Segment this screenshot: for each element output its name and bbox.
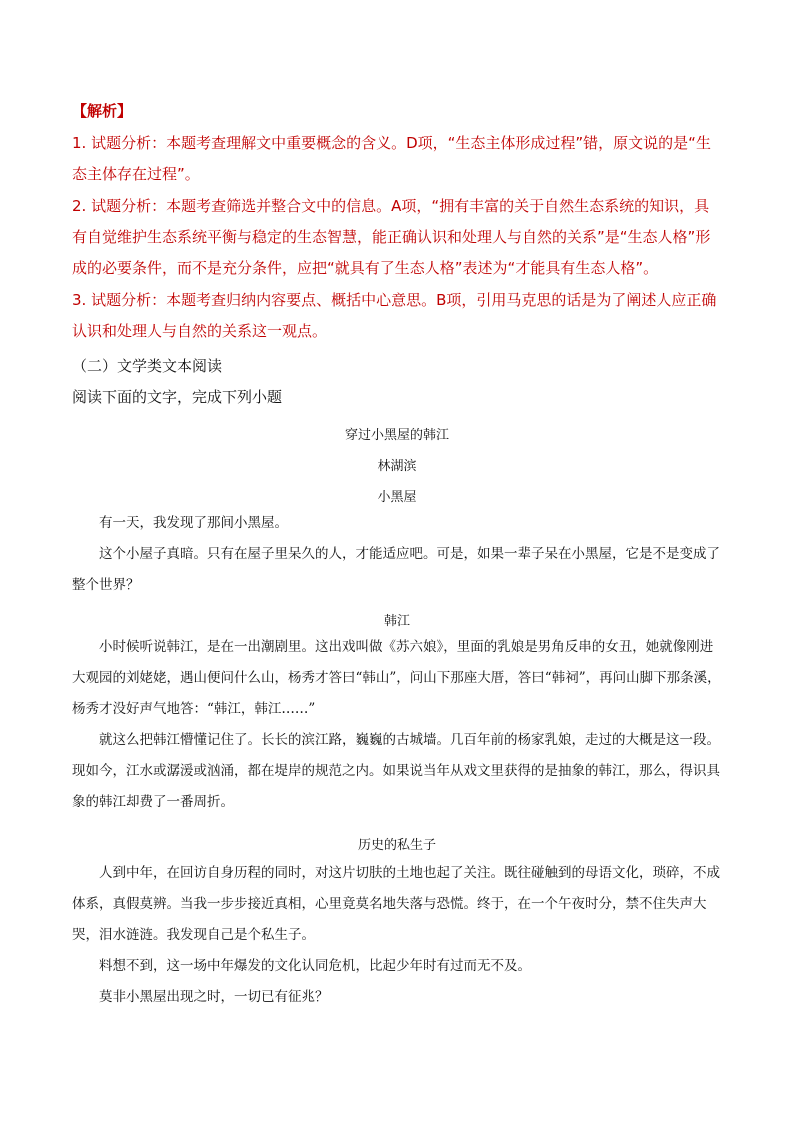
paragraph: 有一天，我发现了那间小黑屋。 bbox=[99, 515, 288, 531]
section-title: （二）文学类文本阅读 bbox=[72, 357, 223, 375]
analysis-item-text: 2. 试题分析：本题考查筛选并整合文中的信息。A项，“拥有丰富的关于自然生态系统的知识，具有自觉维护生态系统平衡与稳定的生态智慧，能正确认识和处理人与自然的关系”是“生态人格”形成的必要条件，而不是充分条件，应把“就具有了生态人格”表述为“才能具有生态人格”。 bbox=[72, 197, 711, 277]
paragraph: 这个小屋子真暗。只有在屋子里呆久的人，才能适应吧。可是，如果一辈子呆在小黑屋，它是不是变成了整个世界？ bbox=[72, 546, 720, 593]
paragraph: 莫非小黑屋出现之时，一切已有征兆？ bbox=[99, 989, 329, 1005]
paragraph: 就这么把韩江懵懂记住了。长长的滨江路，巍巍的古城墙。几百年前的杨家乳娘，走过的大概是这一段。现如今，江水或潺湲或汹涌，都在堤岸的规范之内。如果说当年从戏文里获得的是抽象的韩江，那么，得识具象的韩江却费了一番周折。 bbox=[72, 732, 720, 810]
analysis-item-3 bbox=[72, 285, 722, 347]
article-title: 穿过小黑屋的韩江 bbox=[344, 428, 449, 443]
article-author: 林湖滨 bbox=[377, 459, 417, 474]
analysis-item-1 bbox=[72, 128, 722, 190]
paragraph: 料想不到，这一场中年爆发的文化认同危机，比起少年时有过而无不及。 bbox=[99, 958, 531, 974]
analysis-item-text: 3. 试题分析：本题考查归纳内容要点、概括中心意思。B项，引用马克思的话是为了阐述人应正确认识和处理人与自然的关系这一观点。 bbox=[72, 291, 717, 340]
subheading-history: 历史的私生子 bbox=[357, 838, 436, 853]
subheading-hanjiang: 韩江 bbox=[383, 614, 410, 629]
analysis-item-2 bbox=[72, 191, 722, 284]
section-small-dark-room bbox=[72, 508, 722, 601]
section-history bbox=[72, 858, 722, 1013]
paragraph: 小时候听说韩江，是在一出潮剧里。这出戏叫做《苏六娘》，里面的乳娘是男角反串的女丑，她就像刚进大观园的刘姥姥，遇山便问什么山，杨秀才答曰“韩山”，问山下那座大厝，答曰“韩祠”，再问山脚下那条溪，杨秀才没好声气地答：“韩江，韩江……” bbox=[72, 639, 721, 717]
subheading-small-dark-room: 小黑屋 bbox=[377, 490, 417, 505]
paragraph: 人到中年，在回访自身历程的同时，对这片切肤的土地也起了关注。既往碰触到的母语文化，琐碎，不成体系，真假莫辨。当我一步步接近真相，心里竟莫名地失落与恐慌。终于，在一个午夜时分，禁不住失声大哭，泪水涟涟。我发现自己是个私生子。 bbox=[72, 865, 720, 943]
section-instruction: 阅读下面的文字，完成下列小题 bbox=[72, 388, 283, 406]
analysis-item-text: 1. 试题分析：本题考查理解文中重要概念的含义。D项，“生态主体形成过程”错，原文说的是“生态主体存在过程”。 bbox=[72, 134, 711, 183]
analysis-heading: 【解析】 bbox=[72, 102, 133, 120]
section-hanjiang bbox=[72, 632, 722, 818]
